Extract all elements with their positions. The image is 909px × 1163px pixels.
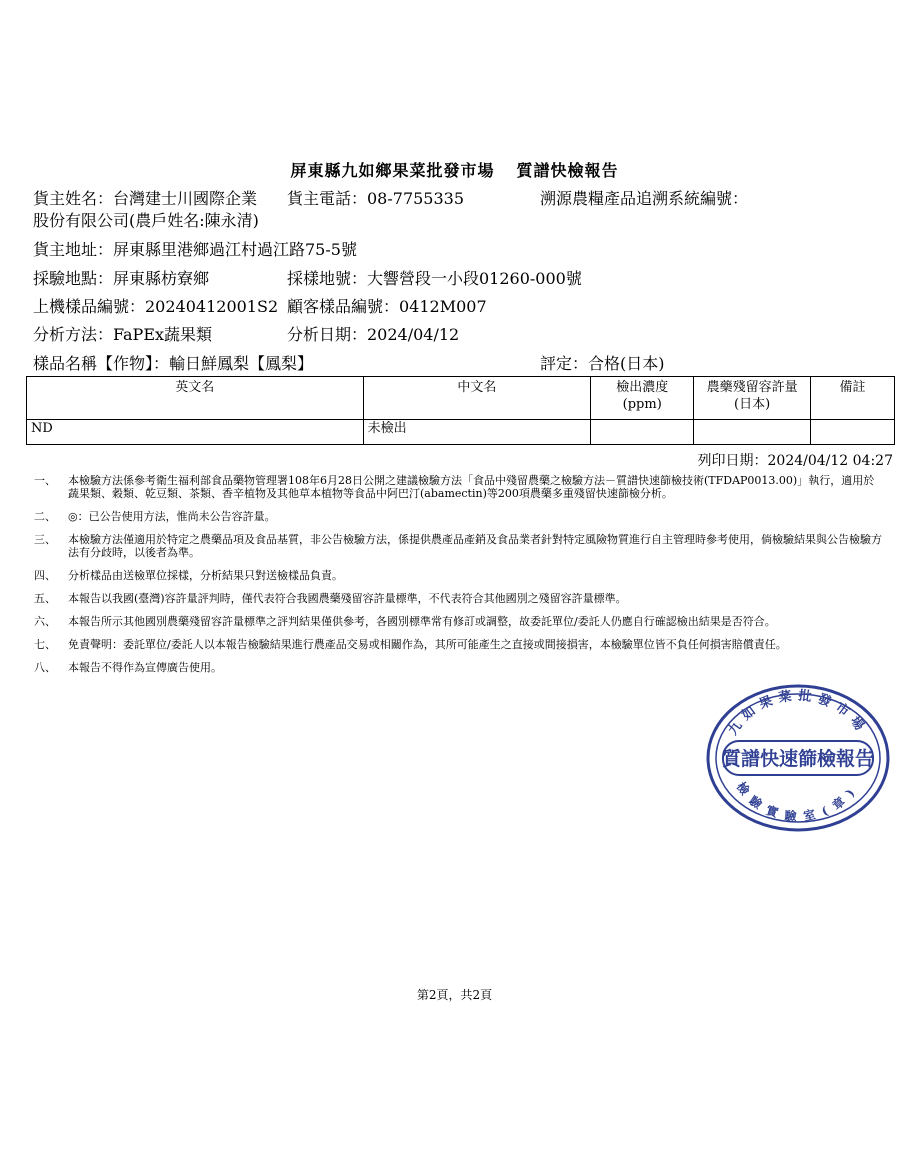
note-number: 一、: [34, 474, 56, 487]
col-concentration: [591, 377, 694, 420]
cell-mrl: [694, 420, 811, 445]
table-header-row: [27, 377, 895, 420]
stamp-bottom-text: 檢驗實驗室(章): [733, 779, 862, 824]
table-row: [27, 420, 895, 445]
note-text: 本檢驗方法係參考衛生福利部食品藥物管理署108年6月28日公開之建議檢驗方法「食品中殘留農藥之檢驗方法－質譜快速篩檢技術(TFDAP0013.00)」執行，適用於蔬果類、穀類、乾豆類、茶類、香辛植物及其他草本植物等食品中阿巴汀(abamectin)等200項農藥多重殘留快速篩檢分析。: [68, 474, 875, 500]
note-text: 本報告所示其他國別農藥殘留容許量標準之評判結果僅供參考，各國別標準常有修訂或調整，故委託單位/委託人仍應自行確認檢出結果是否符合。: [68, 615, 776, 628]
lab-seal-stamp: [705, 682, 891, 832]
col-mrl-label: 農藥殘留容許量: [706, 380, 798, 395]
owner-phone: 貨主電話：08-7755335: [287, 189, 465, 208]
note-number: 五、: [34, 592, 56, 605]
cell-english-name: ND: [27, 420, 364, 445]
results-table: [26, 376, 895, 445]
analysis-method: 分析方法：FaPEx蔬果類: [33, 325, 213, 344]
col-chinese-name: 中文名: [363, 377, 591, 420]
print-date: 列印日期：2024/04/12 04:27: [697, 453, 893, 469]
report-title-market: 屏東縣九如鄉果菜批發市場: [290, 161, 495, 180]
note-number: 六、: [34, 615, 56, 628]
col-concentration-label: 檢出濃度: [616, 380, 669, 395]
note-text: 分析樣品由送檢單位採樣，分析結果只對送檢樣品負責。: [68, 569, 343, 582]
rating: 評定：合格(日本): [540, 354, 665, 373]
machine-sample-no: 上機樣品編號：20240412001S2: [33, 297, 279, 316]
cell-remark: [811, 420, 895, 445]
report-title: [0, 158, 909, 181]
stamp-center-text: 質譜快速篩檢報告: [721, 748, 875, 770]
sampling-lot: 採樣地號：大響營段一小段01260-000號: [287, 269, 582, 288]
trace-code: 溯源農糧產品追溯系統編號：: [540, 189, 749, 208]
page-number: 第2頁，共2頁: [416, 988, 493, 1002]
note-number: 四、: [34, 569, 56, 582]
cell-concentration: [591, 420, 694, 445]
owner-name-line1: 貨主姓名：台灣建士川國際企業: [33, 189, 258, 208]
note-number: 七、: [34, 638, 56, 651]
note-text: 本報告以我國(臺灣)容許量評判時，僅代表符合我國農藥殘留容許量標準，不代表符合其他國別之殘留容許量標準。: [68, 592, 627, 605]
note-number: 二、: [34, 510, 56, 523]
owner-address: 貨主地址：屏東縣里港鄉過江村過江路75-5號: [33, 240, 357, 259]
sample-name: 樣品名稱【作物】：輸日鮮鳳梨【鳳梨】: [33, 354, 314, 373]
analysis-date: 分析日期：2024/04/12: [287, 325, 460, 344]
note-text: 本報告不得作為宣傳廣告使用。: [68, 661, 222, 674]
cell-chinese-name: 未檢出: [363, 420, 591, 445]
note-number: 八、: [34, 661, 56, 674]
notes-list: [34, 474, 884, 684]
note-item: [34, 510, 884, 523]
note-text: 本檢驗方法僅適用於特定之農藥品項及食品基質，非公告檢驗方法，係提供農產品產銷及食品業者針對特定風險物質進行自主管理時參考使用，倘檢驗結果與公告檢驗方法有分歧時，以後者為準。: [68, 533, 882, 559]
col-concentration-unit: (ppm): [622, 397, 662, 412]
note-item: [34, 592, 884, 605]
note-text: 免責聲明：委託單位/委託人以本報告檢驗結果進行農產品交易或相關作為，其所可能產生之直接或間接損害，本檢驗單位皆不負任何損害賠償責任。: [68, 638, 787, 651]
note-item: [34, 638, 884, 651]
col-english-name: 英文名: [27, 377, 364, 420]
report-title-type: 質譜快檢報告: [516, 161, 619, 180]
note-number: 三、: [34, 533, 56, 546]
owner-name-line2: 股份有限公司(農戶姓名:陳永清): [33, 211, 259, 230]
col-mrl-country: (日本): [734, 397, 771, 412]
note-text: ◎：已公告使用方法，惟尚未公告容許量。: [68, 510, 276, 523]
note-item: [34, 569, 884, 582]
note-item: [34, 533, 884, 559]
note-item: [34, 474, 884, 500]
customer-sample-no: 顧客樣品編號：0412M007: [287, 297, 487, 316]
note-item: [34, 661, 884, 674]
note-item: [34, 615, 884, 628]
col-remark: 備註: [811, 377, 895, 420]
col-mrl: [694, 377, 811, 420]
sampling-place: 採驗地點：屏東縣枋寮鄉: [33, 269, 210, 288]
stamp-top-text: 九如果菜批發市場: [725, 688, 871, 739]
